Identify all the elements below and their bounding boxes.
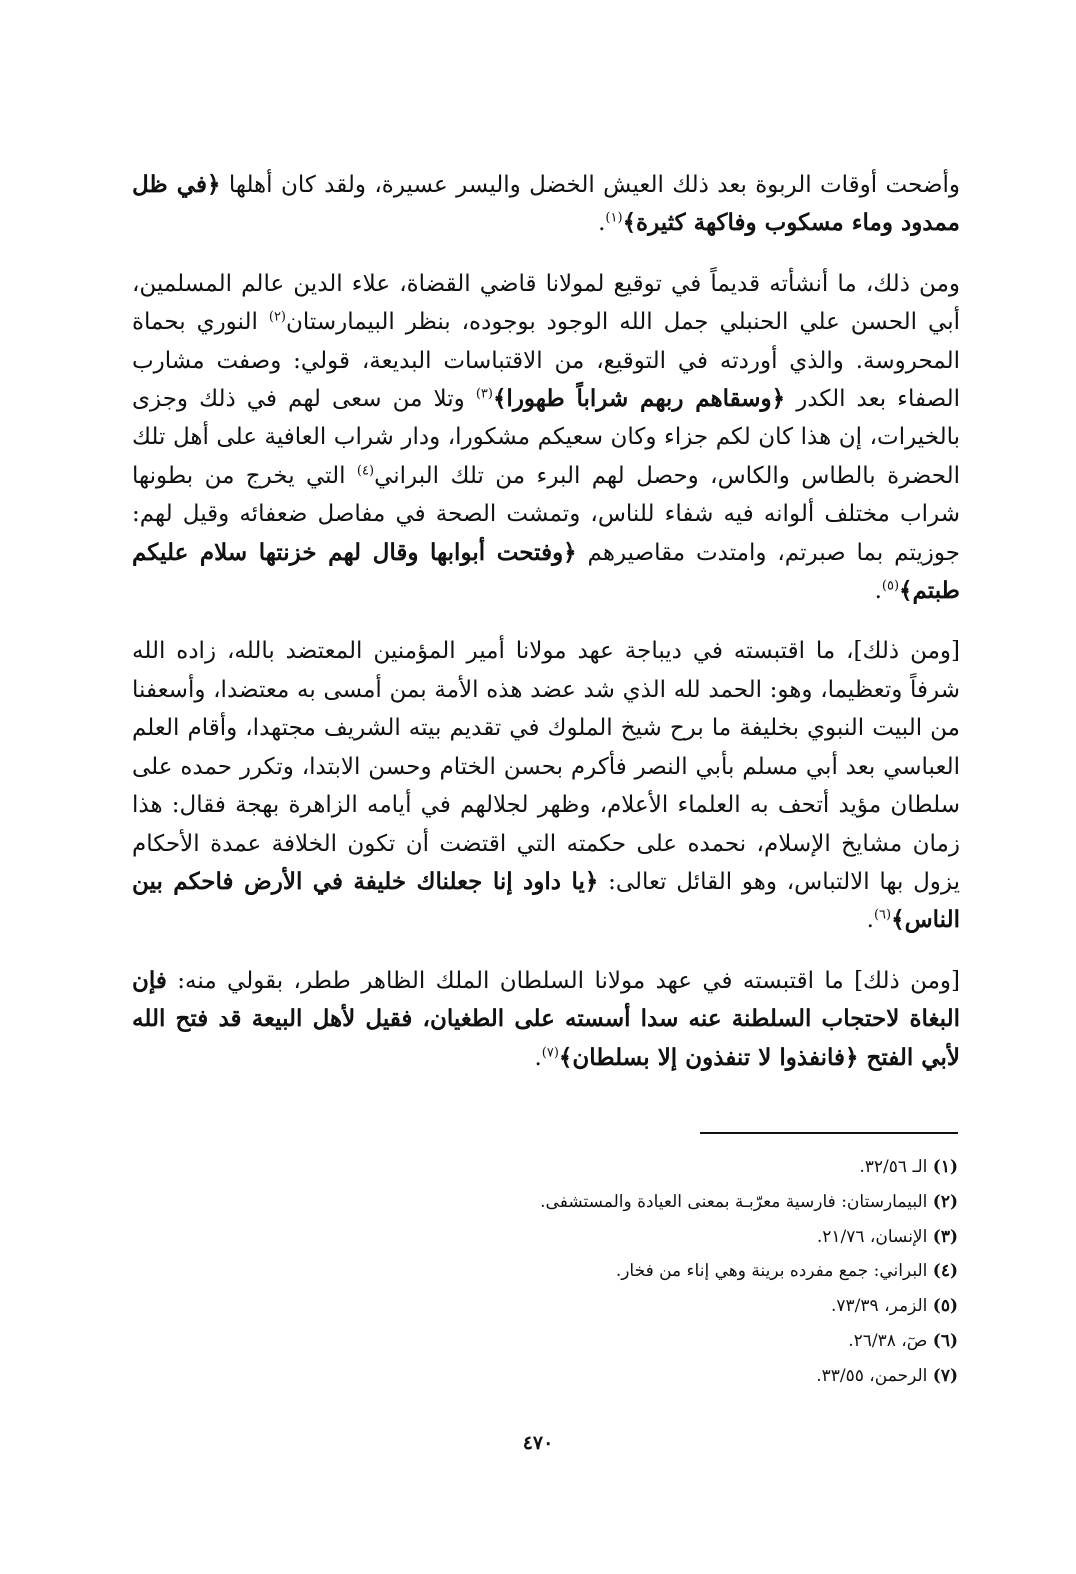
quran-quote: ﴿يا داود إنا جعلناك خليفة في الأرض فاحكم بين الناس﴾	[132, 867, 960, 934]
footnote	[300, 1289, 958, 1324]
footnote-text: البراني: جمع مفرده برينة وهي إناء من فخار.	[615, 1261, 928, 1282]
footnote-number: (١)	[932, 1157, 958, 1177]
footnotes	[300, 1150, 958, 1394]
footnote-text: الإنسان، ٢١/٧٦.	[816, 1226, 928, 1247]
text-segment: [ومن ذلك] ما اقتبسته في عهد مولانا السلطان الملك الظاهر ططر، بقولي منه:	[166, 967, 960, 994]
footnote-text: صٓ، ٢٦/٣٨.	[848, 1330, 928, 1351]
text-segment: وأضحت أوقات الربوة بعد ذلك العيش الخضل واليسر عسيرة، ولقد كان أهلها	[220, 172, 961, 198]
footnote-number: (٢)	[932, 1191, 958, 1212]
footnote-ref: (٥)	[881, 578, 900, 594]
text-segment: وتلا من سعى لهم في ذلك وجزى بالخيرات، إن هذا كان لكم جزاء وكان سعيكم مشكورا، ودار شراب العافية على أهل تلك الحضرة بالطاس والكاس، وحصل لهم البرء من تلك البراني	[132, 386, 961, 489]
footnote-number: (٦)	[932, 1330, 958, 1351]
footnote-number: (٥)	[932, 1296, 958, 1317]
quran-quote: ﴿فانفذوا لا تنفذون إلا بسلطان﴾	[558, 1043, 859, 1071]
text-segment: .	[598, 210, 606, 237]
main-text	[132, 166, 960, 1099]
paragraph-2	[132, 265, 960, 611]
footnote	[300, 1324, 958, 1359]
footnote-ref: (١)	[605, 210, 623, 226]
paragraph-1	[132, 166, 960, 243]
footnote	[300, 1359, 958, 1394]
emphasized-text: فإن البغاة لاحتجاب السلطنة عنه سدا أسسته على الطغيان، فقيل لأهل البيعة قد فتح الله لأبي الفتح	[132, 966, 960, 1071]
footnote	[300, 1150, 958, 1185]
footnote-number: (٣)	[932, 1226, 958, 1247]
footnote	[300, 1220, 958, 1255]
footnote-text: الرحمن، ٣٣/٥٥.	[816, 1365, 928, 1386]
footnote-text: البيمارستان: فارسية معرّبـة بمعنى العيادة والمستشفى.	[540, 1191, 928, 1212]
text-segment: النوري بحماة المحروسة. والذي أوردته في التوقيع، من الاقتباسات البديعة، قولي: وصفت مشارب الصفاء بعد الكدر	[132, 309, 960, 413]
footnote-text: الـ ٣٢/٥٦.	[859, 1157, 928, 1177]
footnote-ref: (٧)	[541, 1044, 559, 1060]
footnote-number: (٤)	[932, 1261, 958, 1282]
text-segment: .	[866, 907, 874, 934]
footnote	[300, 1185, 958, 1220]
text-segment: .	[874, 578, 882, 605]
text-segment: [ومن ذلك]، ما اقتبسته في ديباجة عهد مولانا أمير المؤمنين المعتضد بالله، زاده الله شرفاً وتعظيما، وهو: الحمد لله الذي شد عضد هذه الأمة بمن أمسى به معتضدا، وأسعفنا من البيت النبوي بخليفة ما برح شيخ الملوك في تقديم بيته الشريف مجتهدا، وأقام العلم العباسي بعد أبي مسلم بأبي النصر فأكرم بحسن الختام وحسن الابتدا، وتكرر حمده على سلطان مؤيد أتحف به العلماء الأعلام، وظهر لجلالهم في أيامه الزاهرة بهجة فقال: هذا زمان مشايخ الإسلام، نحمده على حكمته التي اقتضت أن تكون الخلافة عمدة الأحكام يزول بها الالتباس، وهو القائل تعالى:	[132, 638, 960, 895]
text-segment: التي يخرج من بطونها شراب مختلف ألوانه فيه شفاء للناس، وتمشت الصحة في مفاصل ضعفائه وقيل لهم: جوزيتم بما صبرتم، وامتدت مقاصيرهم	[132, 462, 960, 566]
quran-quote: ﴿وفتحت أبوابها وقال لهم خزنتها سلام عليكم طبتم﴾	[132, 538, 960, 605]
footnote-number: (٧)	[932, 1365, 958, 1386]
text-segment: ومن ذلك، ما أنشأته قديماً في توقيع لمولانا قاضي القضاة، علاء الدين عالم المسلمين، أبي الحسن علي الحنبلي جمل الله الوجود بوجوده، بنظر البيمارستان	[132, 270, 960, 336]
paragraph-3	[132, 632, 960, 939]
quran-quote: ﴿في ظل ممدود وماء مسكوب وفاكهة كثيرة﴾	[132, 171, 960, 237]
footnote-ref: (٦)	[873, 907, 892, 923]
footnote-text: الزمر، ٧٣/٣٩.	[831, 1296, 928, 1317]
footnote-ref: (٢)	[268, 309, 286, 325]
paragraph-4	[132, 962, 960, 1077]
footnote-ref: (٣)	[475, 386, 493, 402]
text-segment: .	[534, 1044, 542, 1071]
footnote-separator	[700, 1132, 958, 1134]
footnote-ref: (٤)	[356, 463, 375, 479]
page-number: ٤٧٠	[522, 1432, 554, 1454]
quran-quote: ﴿وسقاهم ربهم شراباً طهورا﴾	[492, 385, 786, 413]
footnote	[300, 1254, 958, 1289]
